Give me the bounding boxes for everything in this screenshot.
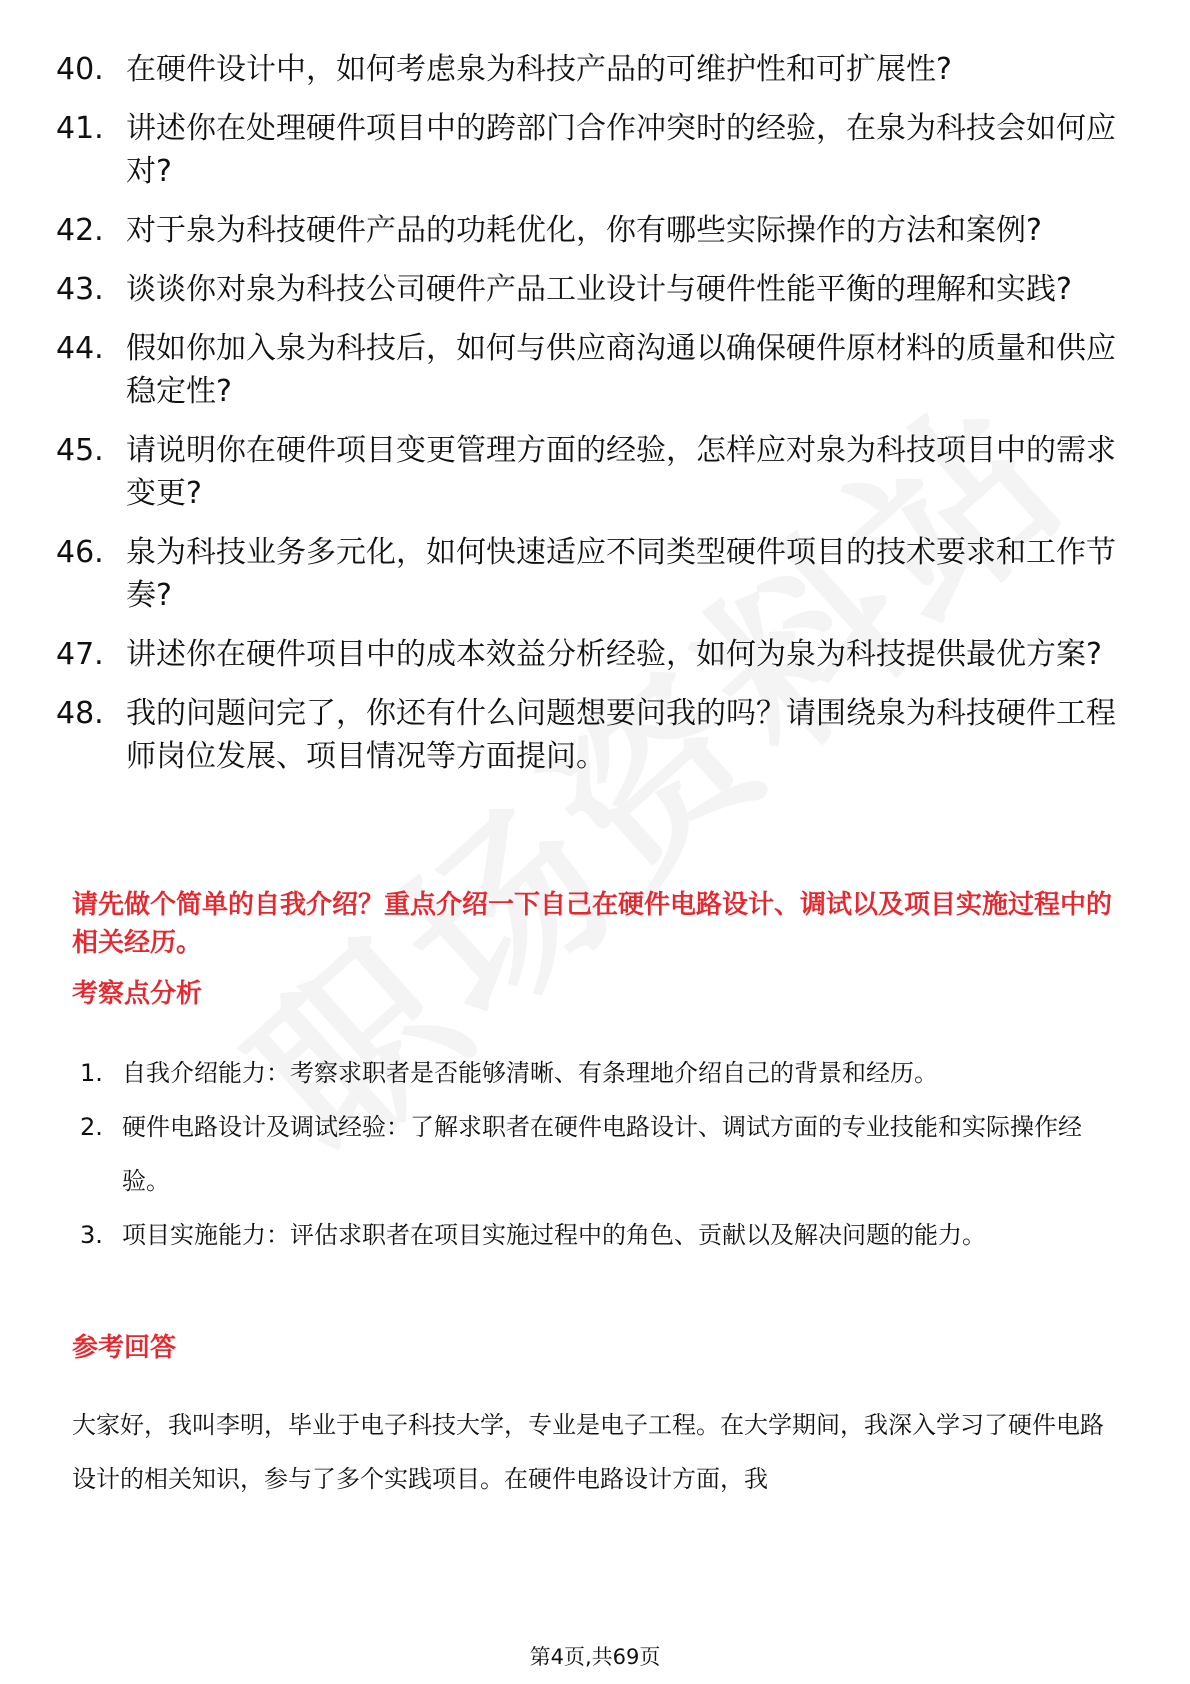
page-number: 第4页,共69页 [529, 1645, 661, 1669]
question-number: 43. [56, 272, 104, 307]
question-text: 假如你加入泉为科技后，如何与供应商沟通以确保硬件原材料的质量和供应稳定性? [126, 331, 1116, 409]
question-text: 在硬件设计中，如何考虑泉为科技产品的可维护性和可扩展性? [126, 52, 952, 87]
point-number: 3. [80, 1221, 103, 1249]
question-text: 讲述你在处理硬件项目中的跨部门合作冲突时的经验，在泉为科技会如何应对? [126, 111, 1116, 189]
question-item [56, 633, 1116, 676]
analysis-point-list [80, 1046, 1120, 1262]
point-text: 硬件电路设计及调试经验：了解求职者在硬件电路设计、调试方面的专业技能和实际操作经验。 [122, 1113, 1082, 1195]
analysis-point [80, 1046, 1120, 1100]
question-item [56, 327, 1116, 413]
question-item [56, 429, 1116, 515]
analysis-point [80, 1208, 1120, 1262]
question-number: 44. [56, 331, 104, 366]
question-number: 47. [56, 637, 104, 672]
question-text: 谈谈你对泉为科技公司硬件产品工业设计与硬件性能平衡的理解和实践? [126, 272, 1072, 307]
question-number: 42. [56, 213, 104, 248]
question-number: 46. [56, 535, 104, 570]
question-item [56, 107, 1116, 193]
analysis-heading: 考察点分析 [72, 979, 203, 1009]
point-text: 自我介绍能力：考察求职者是否能够清晰、有条理地介绍自己的背景和经历。 [122, 1059, 938, 1087]
reference-answer: 大家好，我叫李明，毕业于电子科技大学，专业是电子工程。在大学期间，我深入学习了硬件电路设计的相关知识，参与了多个实践项目。在硬件电路设计方面，我 [72, 1411, 1104, 1493]
question-list [56, 48, 1116, 794]
question-text: 对于泉为科技硬件产品的功耗优化，你有哪些实际操作的方法和案例? [126, 213, 1042, 248]
question-text: 我的问题问完了，你还有什么问题想要问我的吗？请围绕泉为科技硬件工程师岗位发展、项目情况等方面提问。 [126, 696, 1116, 774]
question-text: 泉为科技业务多元化，如何快速适应不同类型硬件项目的技术要求和工作节奏? [126, 535, 1116, 613]
analysis-point [80, 1100, 1120, 1208]
question-number: 45. [56, 433, 104, 468]
question-item [56, 531, 1116, 617]
question-item [56, 268, 1116, 311]
question-item [56, 209, 1116, 252]
featured-question: 请先做个简单的自我介绍？重点介绍一下自己在硬件电路设计、调试以及项目实施过程中的相关经历。 [72, 890, 1113, 958]
point-number: 1. [80, 1059, 103, 1087]
question-text: 讲述你在硬件项目中的成本效益分析经验，如何为泉为科技提供最优方案? [126, 637, 1102, 672]
question-number: 41. [56, 111, 104, 146]
question-item [56, 48, 1116, 91]
point-number: 2. [80, 1113, 103, 1141]
question-item [56, 692, 1116, 778]
point-text: 项目实施能力：评估求职者在项目实施过程中的角色、贡献以及解决问题的能力。 [122, 1221, 986, 1249]
question-number: 48. [56, 696, 104, 731]
question-text: 请说明你在硬件项目变更管理方面的经验，怎样应对泉为科技项目中的需求变更? [126, 433, 1116, 511]
question-number: 40. [56, 52, 104, 87]
reference-heading: 参考回答 [72, 1333, 177, 1363]
